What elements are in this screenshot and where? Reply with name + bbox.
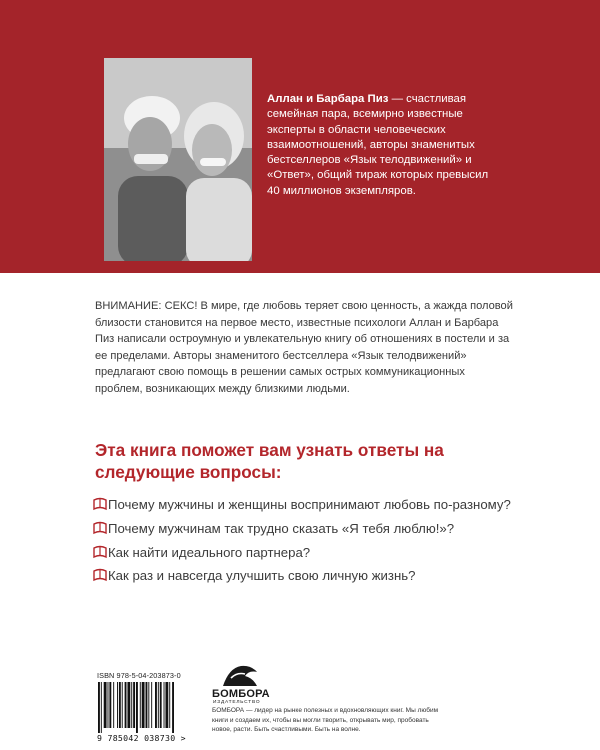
barcode-bar	[101, 682, 102, 733]
authors-photo-illustration	[104, 58, 252, 261]
barcode-bar	[158, 682, 159, 728]
questions-list	[93, 497, 523, 592]
barcode-bar	[160, 682, 162, 728]
question-text: Почему мужчины и женщины воспринимают любовь по-разному?	[108, 497, 511, 512]
barcode-bar	[119, 682, 121, 728]
authors-bio	[267, 92, 492, 199]
barcode-bar	[113, 682, 114, 728]
barcode-bar	[104, 682, 107, 728]
bombora-wave-logo-icon	[217, 660, 263, 690]
book-logo-bullet-icon	[93, 568, 107, 582]
barcode-bar	[109, 682, 111, 728]
barcode-bar	[127, 682, 130, 728]
barcode-bar	[133, 682, 135, 728]
barcode-bar	[146, 682, 148, 728]
barcode-bar	[155, 682, 157, 728]
authors-names: Аллан и Барбара Пиз	[267, 93, 389, 105]
isbn-label: ISBN 978-5-04-203873-0	[97, 671, 181, 680]
barcode-bar	[151, 682, 152, 728]
authors-photo	[104, 58, 252, 261]
barcode-bar	[122, 682, 123, 728]
barcode-digits: 9 785042 038730 >	[97, 733, 186, 743]
barcode-bar	[164, 682, 165, 728]
questions-heading: Эта книга поможет вам узнать ответы на следующие вопросы:	[95, 440, 444, 482]
question-item	[93, 545, 523, 561]
question-text: Как найти идеального партнера?	[108, 544, 311, 560]
question-item	[93, 568, 523, 584]
question-item	[93, 521, 523, 537]
barcode-bar	[108, 682, 109, 728]
barcode-bar	[117, 682, 118, 728]
publisher-note: БОМБОРА — лидер на рынке полезных и вдохновляющих книг. Мы любим книги и создаем их, чтобы вы могли творить, открывать мир, пробовать новое, расти. Быть счастливыми. Быть на волне.	[212, 707, 439, 734]
barcode-bar	[142, 682, 145, 728]
barcode-bar	[136, 682, 138, 733]
book-logo-bullet-icon	[93, 497, 107, 511]
barcode-bar	[125, 682, 127, 728]
publisher-subtitle: ИЗДАТЕЛЬСТВО	[213, 700, 261, 705]
barcode-bar	[98, 682, 100, 733]
question-text: Как раз и навсегда улучшить свою личную жизнь?	[108, 568, 416, 584]
book-logo-bullet-icon	[93, 545, 107, 559]
barcode-bar	[165, 682, 168, 728]
barcode-bar	[148, 682, 149, 728]
barcode-bar	[169, 682, 170, 728]
question-item	[93, 497, 523, 513]
question-text: Почему мужчинам так трудно сказать «Я тебя люблю!»?	[108, 520, 455, 536]
barcode-icon	[97, 682, 200, 733]
barcode-block	[97, 671, 207, 743]
authors-description: — счастливая семейная пара, всемирно известные эксперты в области человеческих взаимоотношений, авторы знаменитых бестселлеров «Язык телодвижений» и «Ответ», общий тираж которых превысил 40 миллионов экземпляров.	[267, 93, 489, 197]
publisher-name: БОМБОРА	[212, 688, 270, 700]
barcode-bar	[172, 682, 174, 733]
attention-paragraph: ВНИМАНИЕ: СЕКС! В мире, где любовь теряет свою ценность, а жажда половой близости становится на первое место, известные психологи Аллан и Барбара Пиз написали остроумную и увлекательную книгу об отношениях в постели и за ее пределами. Авторы знаменитого бестселлера «Язык телодвижений» предлагают свою помощь в решении самых острых коммуникационных проблем, возникающих между близкими людьми.	[95, 300, 513, 395]
top-red-band	[0, 0, 600, 273]
barcode-bar	[131, 682, 132, 728]
barcode-bar	[140, 682, 141, 728]
book-logo-bullet-icon	[93, 521, 107, 535]
